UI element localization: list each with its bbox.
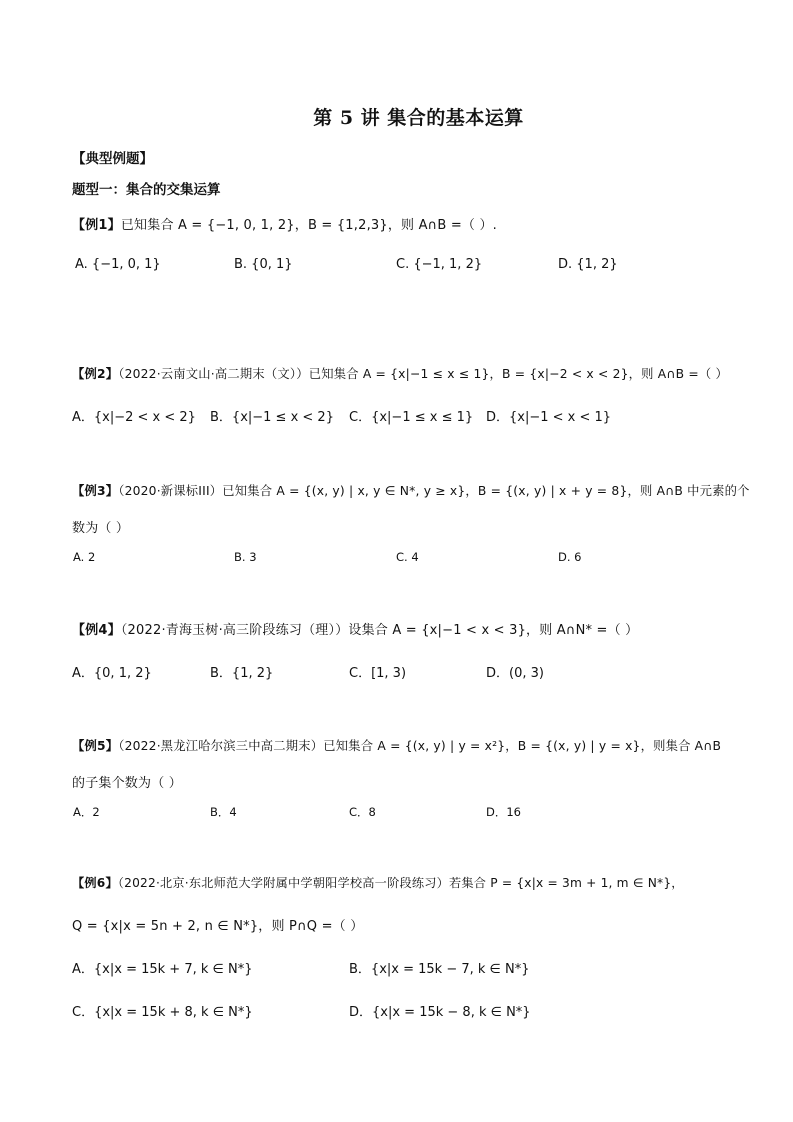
option-a: A. {−1, 0, 1}: [75, 257, 161, 272]
topic-heading: 题型一：集合的交集运算: [72, 182, 221, 198]
question-1: [72, 214, 497, 233]
question-5: [72, 736, 721, 754]
question-label: 【例6】: [72, 876, 118, 890]
question-label: 【例3】: [72, 484, 119, 498]
option-b: B. {0, 1}: [234, 257, 293, 272]
option-b: B．{x|−1 ≤ x < 2}: [210, 410, 334, 425]
question-4: [72, 619, 638, 638]
option-d: D．{x|−1 < x < 1}: [486, 410, 612, 425]
question-3-continuation: 数为（ ）: [72, 521, 130, 536]
question-text: 已知集合 A = {−1, 0, 1, 2}，B = {1,2,3}，则 A∩B =（ ）.: [120, 218, 497, 233]
page-title: 第 5 讲 集合的基本运算: [313, 107, 524, 129]
option-c: C. {−1, 1, 2}: [396, 257, 483, 272]
question-text: （2022·云南文山·高二期末（文））已知集合 A = {x|−1 ≤ x ≤ 1}，B = {x|−2 < x < 2}，则 A∩B =（ ）: [118, 367, 728, 381]
option-c: C．8: [349, 805, 376, 819]
option-d: D．{x|x = 15k − 8, k ∈ N*}: [349, 1005, 531, 1020]
question-5-continuation: 的子集个数为（ ）: [72, 776, 182, 791]
option-b: B．{x|x = 15k − 7, k ∈ N*}: [349, 962, 530, 977]
question-label: 【例4】: [72, 623, 121, 638]
option-a: A．2: [73, 805, 100, 819]
section-header: 【典型例题】: [72, 151, 153, 167]
option-d: D．16: [486, 805, 521, 819]
option-d: D. {1, 2}: [558, 257, 618, 272]
option-b: B．{1, 2}: [210, 666, 274, 681]
question-3: [72, 481, 750, 499]
question-6-continuation: Q = {x|x = 5n + 2, n ∈ N*}，则 P∩Q =（ ）: [72, 919, 364, 934]
option-c: C．{x|−1 ≤ x ≤ 1}: [349, 410, 474, 425]
question-text: （2022·青海玉树·高三阶段练习（理））设集合 A = {x|−1 < x < 3}，则 A∩N* =（ ）: [120, 623, 639, 638]
option-c: C．{x|x = 15k + 8, k ∈ N*}: [72, 1005, 253, 1020]
option-d: D．(0, 3): [486, 666, 544, 681]
question-text: （2022·北京·东北师范大学附属中学朝阳学校高一阶段练习）若集合 P = {x|x = 3m + 1, m ∈ N*}，: [117, 876, 684, 890]
option-b: B. 3: [234, 550, 257, 564]
question-2: [72, 364, 728, 382]
question-text: （2022·黑龙江哈尔滨三中高二期末）已知集合 A = {(x, y) | y = x²}，B = {(x, y) | y = x}，则集合 A∩B: [118, 739, 722, 753]
option-b: B．4: [210, 805, 237, 819]
option-a: A．{0, 1, 2}: [72, 666, 152, 681]
option-a: A. 2: [73, 550, 96, 564]
option-a: A．{x|−2 < x < 2}: [72, 410, 196, 425]
option-c: C．[1, 3): [349, 666, 407, 681]
question-label: 【例2】: [72, 367, 119, 381]
option-c: C. 4: [396, 550, 419, 564]
question-text: （2020·新课标III）已知集合 A = {(x, y) | x, y ∈ N*, y ≥ x}，B = {(x, y) | x + y = 8}，则 A∩B 中元素的个: [118, 484, 750, 498]
option-d: D. 6: [558, 550, 582, 564]
question-6: [72, 874, 684, 891]
option-a: A．{x|x = 15k + 7, k ∈ N*}: [72, 962, 253, 977]
question-label: 【例1】: [72, 218, 121, 233]
question-label: 【例5】: [72, 739, 119, 753]
